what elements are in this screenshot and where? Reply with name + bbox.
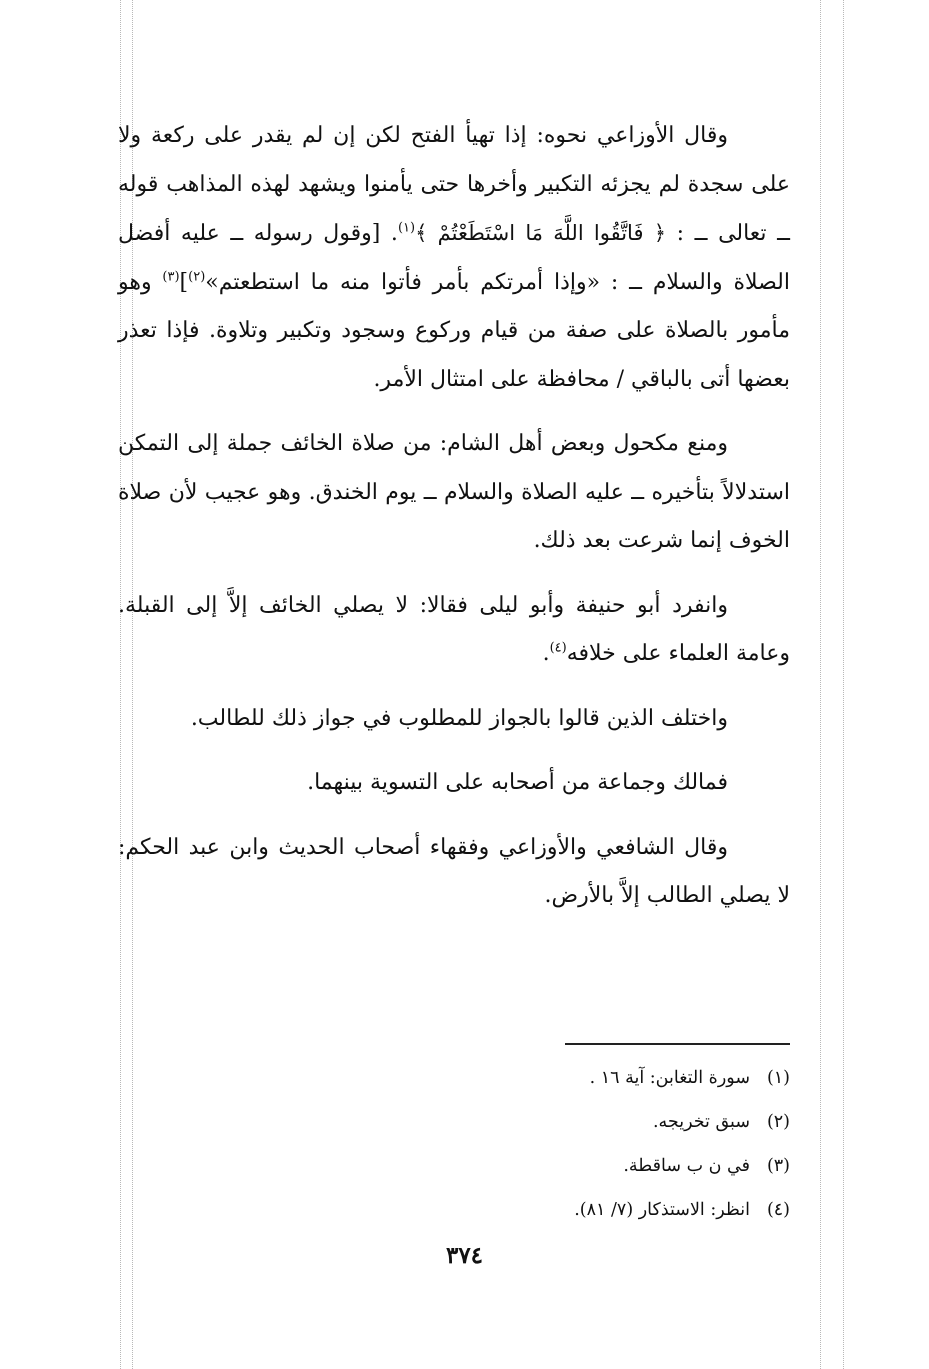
footnote-2: [118, 1100, 790, 1144]
main-text: [118, 112, 790, 921]
footnote-3: [118, 1144, 790, 1188]
footnotes: [118, 1056, 790, 1232]
quran-verse: ﴿ فَاتَّقُوا اللَّهَ مَا اسْتَطَعْتُمْ ﴾: [415, 221, 667, 245]
page-number: ٣٧٤: [445, 1242, 484, 1269]
footnote-4: [118, 1188, 790, 1232]
footnote-separator: [565, 1043, 790, 1045]
paragraph-ikhtilaf: واختلف الذين قالوا بالجواز للمطلوب في جواز ذلك للطالب.: [190, 705, 728, 731]
footnote-1: [118, 1056, 790, 1100]
footnote-number: (٣): [766, 1156, 790, 1176]
paragraph-shafii: وقال الشافعي والأوزاعي وفقهاء أصحاب الحديث وابن عبد الحكم: لا يصلي الطالب إلاَّ بالأرض.: [118, 834, 790, 908]
paragraph-malik: فمالك وجماعة من أصحابه على التسوية بينهما.: [307, 770, 728, 795]
footnote-number: (٤): [766, 1200, 790, 1220]
footnote-number: (٢): [766, 1112, 790, 1132]
paragraph-abu-hanifa: وانفرد أبو حنيفة وأبو ليلى فقالا: لا يصلي الخائف إلاَّ إلى القبلة. وعامة العلماء على خلافه$^{(٤)}$.: [118, 592, 790, 666]
scan-margin-dots: [843, 0, 844, 1369]
footnote-ref: (١): [397, 220, 416, 236]
footnote-ref: (٣): [162, 269, 180, 285]
footnote-text: في ن ب ساقطة.: [623, 1156, 750, 1176]
footnote-text: سورة التغابن: آية ١٦ .: [589, 1068, 750, 1088]
footnote-ref: (٢): [188, 269, 206, 285]
paragraph-awzai: وقال الأوزاعي نحوه: إذا تهيأ الفتح لكن إن لم يقدر على ركعة ولا على سجدة لم يجزئه التكبير وأخرها حتى يأمنوا ويشهد لهذه المذاهب قوله ــ تعالى ــ : ﴿ فَاتَّقُوا اللَّهَ مَا اسْتَطَعْتُمْ ﴾$^{(١)}$. [وقول رسوله ــ عليه أفضل الصلاة والسلام ــ : «وإذا أمرتكم بأمر فأتوا منه ما استطعتم»$^{(٢)}$]$^{(٣)}$ وهو مأمور بالصلاة على صفة من قيام وركوع وسجود وتكبير وتلاوة. فإذا تعذر بعضها أتى بالباقي / محافظة على امتثال الأمر.: [118, 123, 791, 392]
footnote-text: انظر: الاستذكار (٧/ ٨١).: [574, 1200, 750, 1220]
paragraph-makhul: ومنع مكحول وبعض أهل الشام: من صلاة الخائف جملة إلى التمكن استدلالاً بتأخيره ــ عليه الصلاة والسلام ــ يوم الخندق. وهو عجيب لأن صلاة الخوف إنما شرعت بعد ذلك.: [118, 431, 790, 553]
footnote-ref: (٤): [549, 640, 567, 656]
footnote-number: (١): [766, 1068, 790, 1088]
footnote-text: سبق تخريجه.: [652, 1112, 750, 1132]
scan-margin-dots: [820, 0, 821, 1369]
